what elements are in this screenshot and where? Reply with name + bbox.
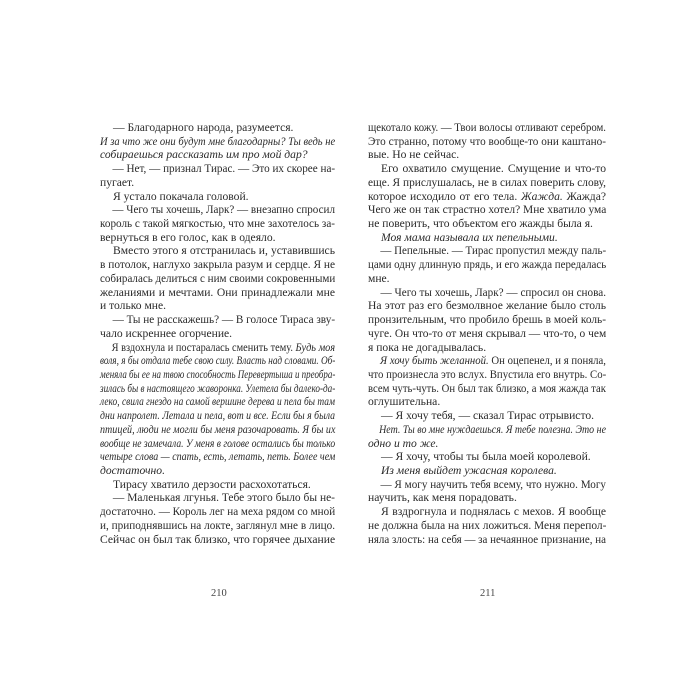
- text-line: [100, 121, 335, 135]
- text: Это странно, потому что вообще-то они каштано-: [368, 134, 606, 148]
- text: желаниями и мечтами. Они принадлежали мне: [100, 285, 335, 299]
- italic-text: достаточно.: [100, 463, 165, 477]
- text: — Я хочу тебя, — сказал Тирас отрывисто.: [381, 409, 595, 423]
- page-number-left: 210: [211, 588, 227, 599]
- italic-text: дни напролет. Летала и пела, вот и все. Если бы я была: [100, 409, 335, 423]
- italic-text: Жажда.: [521, 189, 563, 203]
- text-line: [368, 341, 606, 355]
- text: Я вздохнула и постаралась сменить тему.: [111, 340, 296, 354]
- text-line: [368, 176, 606, 190]
- text: Жажда?: [562, 189, 606, 203]
- text-line: [368, 368, 606, 382]
- text-line: [100, 258, 335, 272]
- text-line: [368, 464, 606, 478]
- text: — Я хочу, чтобы ты была моей королевой.: [381, 450, 591, 464]
- text-line: [368, 272, 606, 286]
- text-line: [368, 505, 606, 519]
- text: — Чего ты хочешь, Ларк? — внезапно спросил: [112, 203, 335, 217]
- text: — Нет, — признал Тирас. — Это их скорее на-: [112, 162, 336, 176]
- text: мне.: [368, 271, 390, 285]
- text-line: [100, 491, 335, 505]
- text: король с такой мягкостью, что мне захотелось за-: [100, 217, 335, 231]
- text: Я устало покачала головой.: [113, 189, 249, 203]
- italic-text: Моя мама называла их пепельными.: [381, 230, 558, 244]
- italic-text: одно и то же.: [368, 436, 439, 450]
- text: — Пепельные. — Тирас пропустил между паль-: [380, 244, 607, 258]
- text: вые. Но не сейчас.: [368, 148, 460, 162]
- text: научить, как меня порадовать.: [368, 491, 517, 505]
- text: Его охватило смущение. Смущение и что-то: [381, 162, 606, 176]
- text-line: [100, 409, 335, 423]
- text: всем чуть-чуть. Он был так близко, а моя жажда так: [368, 381, 606, 395]
- italic-text: собираешься рассказать им про мой дар?: [100, 148, 308, 162]
- page-number-right: 211: [480, 588, 496, 599]
- text: в потолок, наглухо закрыла разум и сердце. Я не: [100, 258, 336, 272]
- text: Он оцепенел, и я поняла,: [488, 354, 606, 368]
- italic-text: четыре слова — спать, есть, летать, петь. Более чем: [100, 450, 336, 464]
- italic-text: Я хочу быть желанной.: [380, 354, 489, 368]
- text: — Благодарного народа, разумеется.: [113, 121, 294, 134]
- italic-text: воля, я бы отдала тебе свою силу. Власть над словами. Об-: [100, 354, 336, 368]
- italic-text: птицей, люди не могли бы меня разочаровать. Я бы их: [100, 422, 336, 436]
- text: оглушительна.: [368, 395, 441, 409]
- text: Сейчас он был так близко, что горячее дыхание: [100, 532, 336, 546]
- text-line: [368, 395, 606, 409]
- text-line: [100, 382, 335, 396]
- text-line: [368, 244, 606, 258]
- text: не должна была на них ложиться. Меня перепол-: [368, 518, 607, 532]
- text-line: [100, 148, 335, 162]
- text-line: [100, 533, 335, 547]
- text-line: [368, 533, 606, 547]
- text-line: [100, 450, 335, 464]
- text-line: [100, 327, 335, 341]
- text: пронзительным, что пробило брешь в моей коль-: [368, 313, 606, 327]
- text-line: [100, 341, 335, 355]
- text: Я вздрогнула и поднялась с мехов. Я вообще: [381, 505, 606, 519]
- italic-text: И за что же они будут мне благодарны? Ты ведь не: [100, 134, 336, 148]
- italic-text: Будь моя: [295, 340, 336, 354]
- text-line: [368, 299, 606, 313]
- text-line: [100, 505, 335, 519]
- text: — Я могу научить тебя всему, что нужно. Могу: [380, 477, 606, 491]
- text: няла злость: на себя — за нечаянное признание, на: [368, 532, 606, 546]
- left-page-text: [100, 121, 335, 546]
- text-line: [368, 491, 606, 505]
- text: чуге. Он что-то от меня скрывал — что-то, о чем: [368, 326, 607, 340]
- text: щекотало кожу. — Твои волосы отливают серебром.: [368, 121, 606, 134]
- text-line: [368, 519, 606, 533]
- text: я пока не догадывалась.: [368, 340, 487, 354]
- text-line: [368, 313, 606, 327]
- text: пугает.: [100, 175, 135, 189]
- text-line: [368, 231, 606, 245]
- italic-text: зилась бы в настоящего жаворонка. Улетела бы далеко-да-: [100, 381, 336, 395]
- text-line: [100, 437, 335, 451]
- text: что произнесла это вслух. Впустила его внутрь. Со-: [368, 367, 607, 381]
- text-line: [368, 258, 606, 272]
- text-line: [100, 217, 335, 231]
- text-line: [100, 395, 335, 409]
- text-line: [368, 190, 606, 204]
- text-line: [368, 121, 606, 135]
- italic-text: Из меня выйдет ужасная королева.: [381, 463, 557, 477]
- text-line: [100, 244, 335, 258]
- italic-text: леко, свила гнездо на самой вершине дерева и пела бы там: [100, 395, 335, 409]
- text-line: [100, 176, 335, 190]
- italic-text: вообще не замечала. У меня в голове остались бы только: [100, 436, 336, 450]
- text-line: [368, 203, 606, 217]
- text-line: [100, 231, 335, 245]
- text: и, приподнявшись на локте, заглянул мне в лицо.: [100, 518, 335, 532]
- text-line: [100, 478, 335, 492]
- text-line: [100, 354, 335, 368]
- text-line: [368, 148, 606, 162]
- text-line: [368, 409, 606, 423]
- text-line: [100, 519, 335, 533]
- text: достаточно. — Король лег на меха рядом со мной: [100, 505, 336, 519]
- text: которое исходило от его тела.: [368, 189, 521, 203]
- text-line: [368, 354, 606, 368]
- text-line: [368, 327, 606, 341]
- text: чало искреннее огорчение.: [100, 326, 233, 340]
- text: собиралась делиться с ним своими сокровенными: [100, 271, 336, 285]
- text: Тирасу хватило дерзости расхохотаться.: [113, 477, 311, 491]
- text: Чего же он так страстно хотел? Мне хватило ума: [368, 203, 607, 217]
- text: — Ты не расскажешь? — В голосе Тираса зву-: [112, 313, 336, 327]
- italic-text: меняла бы ее на твою способность Перевертыша и преобра-: [100, 367, 336, 381]
- text-line: [368, 286, 606, 300]
- text: цами одну длинную прядь, и его жажда передалась: [368, 258, 607, 272]
- text-line: [100, 135, 335, 149]
- text: не поверить, что объектом его жажды была я.: [368, 217, 593, 231]
- text-line: [368, 217, 606, 231]
- text-line: [368, 135, 606, 149]
- text-line: [368, 437, 606, 451]
- text-line: [100, 423, 335, 437]
- text: и только мне.: [100, 299, 167, 313]
- text-line: [100, 313, 335, 327]
- text-line: [368, 423, 606, 437]
- italic-text: Нет. Ты во мне нуждаешься. Я тебе полезна. Это не: [379, 422, 606, 436]
- text-line: [368, 162, 606, 176]
- text-line: [100, 368, 335, 382]
- text-line: [368, 450, 606, 464]
- text-line: [100, 203, 335, 217]
- right-page-text: [368, 121, 606, 546]
- text: — Маленькая лгунья. Тебе этого было бы не-: [112, 491, 335, 505]
- text: еще. Я прислушалась, не в силах поверить слову,: [368, 175, 606, 189]
- text-line: [368, 478, 606, 492]
- text-line: [100, 299, 335, 313]
- text-line: [368, 382, 606, 396]
- text: вернуться в его голос, как в одеяло.: [100, 230, 276, 244]
- text-line: [100, 272, 335, 286]
- text: — Чего ты хочешь, Ларк? — спросил он снова.: [380, 285, 606, 299]
- text-line: [100, 190, 335, 204]
- text-line: [100, 286, 335, 300]
- text: Вместо этого я отстранилась и, уставившись: [113, 244, 335, 258]
- text-line: [100, 162, 335, 176]
- text-line: [100, 464, 335, 478]
- text: На этот раз его безмолвное желание было столь: [368, 299, 606, 313]
